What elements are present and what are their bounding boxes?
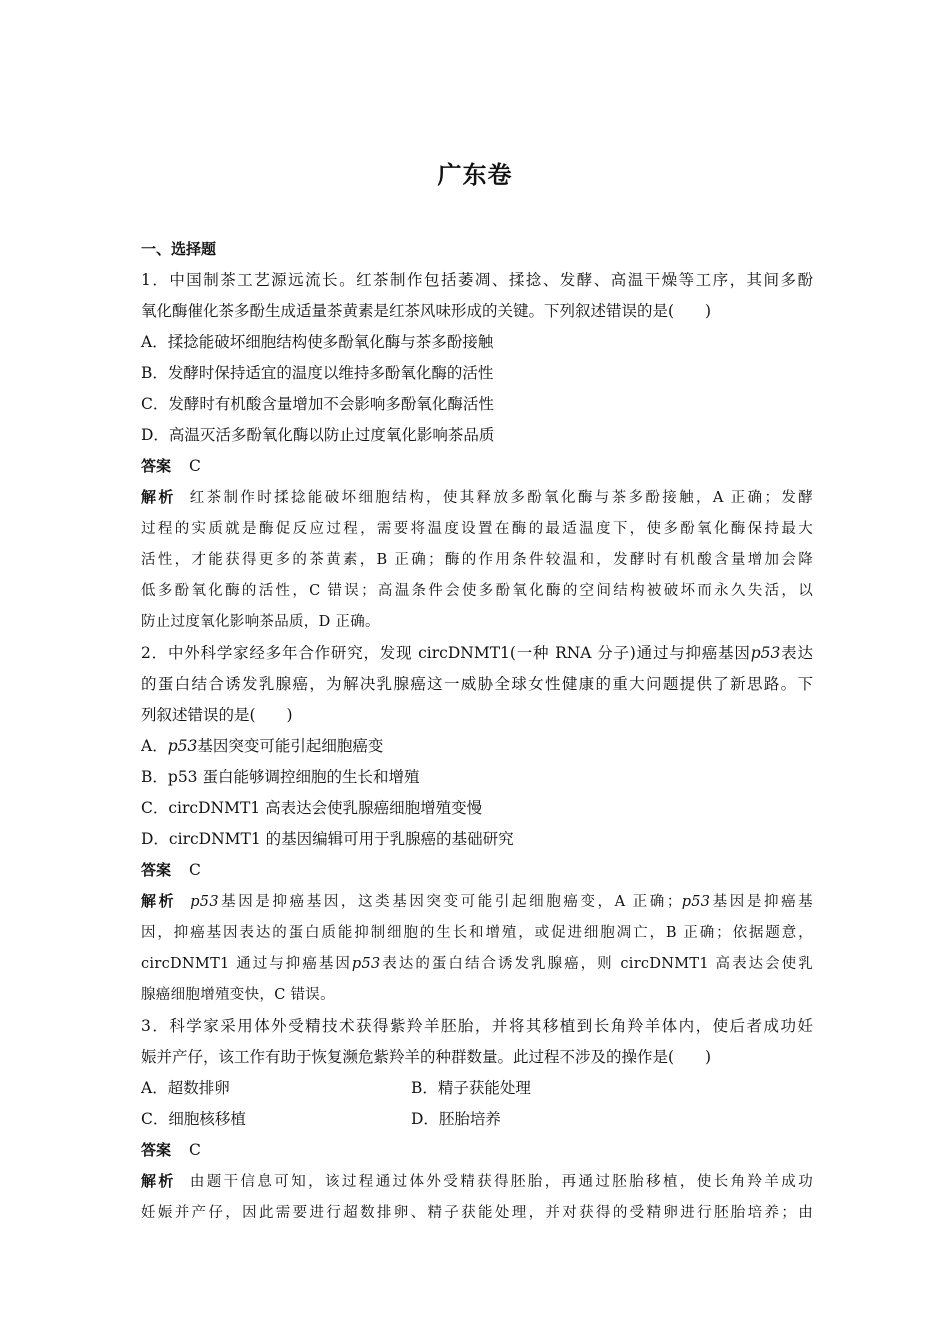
explanation-label: 解析 bbox=[141, 488, 176, 506]
question-stem: 氧化酶催化茶多酚生成适量茶黄素是红茶风味形成的关键。下列叙述错误的是( ) bbox=[141, 302, 712, 320]
answer-value: C bbox=[189, 861, 201, 879]
question-2 bbox=[141, 638, 813, 1011]
explanation-line: 解析 p53基因是抑癌基因，这类基因突变可能引起细胞癌变，A 正确；p53基因是抑癌基 bbox=[141, 892, 813, 910]
question-stem: 1．中国制茶工艺源远流长。红茶制作包括萎凋、揉捻、发酵、高温干燥等工序，其间多酚 bbox=[141, 271, 813, 289]
explanation-line: 过程的实质就是酶促反应过程，需要将温度设置在酶的最适温度下，使多酚氧化酶保持最大 bbox=[141, 521, 813, 537]
option-d: D．高温灭活多酚氧化酶以防止过度氧化影响茶品质 bbox=[141, 426, 495, 444]
question-stem: 3．科学家采用体外受精技术获得紫羚羊胚胎，并将其移植到长角羚羊体内，使后者成功妊 bbox=[141, 1017, 813, 1035]
answer-row bbox=[141, 1135, 813, 1166]
document-body bbox=[141, 234, 813, 1229]
question-stem: 列叙述错误的是( ) bbox=[141, 706, 293, 724]
explanation bbox=[141, 482, 813, 638]
answer-row bbox=[141, 855, 813, 886]
answer-label: 答案 bbox=[141, 1141, 172, 1159]
option-a: A．p53基因突变可能引起细胞癌变 bbox=[141, 737, 384, 755]
answer-value: C bbox=[189, 1141, 201, 1159]
explanation-line: 低多酚氧化酶的活性，C 错误；高温条件会使多酚氧化酶的空间结构被破坏而永久失活，以 bbox=[141, 583, 813, 599]
option-c: C．发酵时有机酸含量增加不会影响多酚氧化酶活性 bbox=[141, 395, 494, 413]
option-b: B．p53 蛋白能够调控细胞的生长和增殖 bbox=[141, 768, 420, 786]
explanation bbox=[141, 886, 813, 1011]
question-3 bbox=[141, 1011, 813, 1229]
explanation-line: circDNMT1 通过与抑癌基因p53表达的蛋白结合诱发乳腺癌，则 circDNMT1 高表达会使乳 bbox=[141, 956, 813, 972]
explanation-line: 因，抑癌基因表达的蛋白质能抑制细胞的生长和增殖，或促进细胞凋亡，B 正确；依据题意， bbox=[141, 925, 813, 941]
explanation-label: 解析 bbox=[141, 1172, 176, 1190]
gene-name: p53 bbox=[750, 644, 781, 662]
answer-label: 答案 bbox=[141, 457, 172, 475]
question-1 bbox=[141, 265, 813, 638]
explanation-line: 防止过度氧化影响茶品质，D 正确。 bbox=[141, 614, 380, 630]
explanation-label: 解析 bbox=[141, 892, 177, 910]
explanation-line: 解析 红茶制作时揉捻能破坏细胞结构，使其释放多酚氧化酶与茶多酚接触，A 正确；发酵 bbox=[141, 488, 813, 506]
options-row bbox=[141, 1073, 813, 1104]
question-stem: 娠并产仔，该工作有助于恢复濒危紫羚羊的种群数量。此过程不涉及的操作是( ) bbox=[141, 1048, 712, 1066]
question-stem: 的蛋白结合诱发乳腺癌，为解决乳腺癌这一威胁全球女性健康的重大问题提供了新思路。下 bbox=[141, 675, 813, 693]
option-d: D．circDNMT1 的基因编辑可用于乳腺癌的基础研究 bbox=[141, 830, 514, 848]
explanation bbox=[141, 1166, 813, 1229]
section-heading: 一、选择题 bbox=[141, 240, 217, 258]
explanation-line: 腺癌细胞增殖变快，C 错误。 bbox=[141, 987, 335, 1003]
option-b: B．精子获能处理 bbox=[411, 1079, 531, 1097]
explanation-line: 妊娠并产仔，因此需要进行超数排卵、精子获能处理，并对获得的受精卵进行胚胎培养；由 bbox=[141, 1205, 813, 1221]
answer-value: C bbox=[189, 457, 201, 475]
option-b: B．发酵时保持适宜的温度以维持多酚氧化酶的活性 bbox=[141, 364, 494, 382]
gene-name: p53 bbox=[167, 737, 198, 755]
option-a: A．揉捻能破坏细胞结构使多酚氧化酶与茶多酚接触 bbox=[141, 333, 494, 351]
option-a: A．超数排卵 bbox=[141, 1079, 230, 1097]
page-title: 广东卷 bbox=[437, 161, 513, 189]
option-c: C．circDNMT1 高表达会使乳腺癌细胞增殖变慢 bbox=[141, 799, 483, 817]
explanation-line: 活性，才能获得更多的茶黄素，B 正确；酶的作用条件较温和，发酵时有机酸含量增加会降 bbox=[141, 552, 813, 568]
answer-row bbox=[141, 451, 813, 482]
explanation-line: 解析 由题干信息可知，该过程通过体外受精获得胚胎，再通过胚胎移植，使长角羚羊成功 bbox=[141, 1172, 813, 1190]
answer-label: 答案 bbox=[141, 861, 172, 879]
option-c: C．细胞核移植 bbox=[141, 1110, 246, 1128]
options-row bbox=[141, 1104, 813, 1135]
option-d: D．胚胎培养 bbox=[411, 1110, 501, 1128]
question-stem: 2．中外科学家经多年合作研究，发现 circDNMT1(一种 RNA 分子)通过与抑癌基因p53表达 bbox=[141, 644, 813, 662]
